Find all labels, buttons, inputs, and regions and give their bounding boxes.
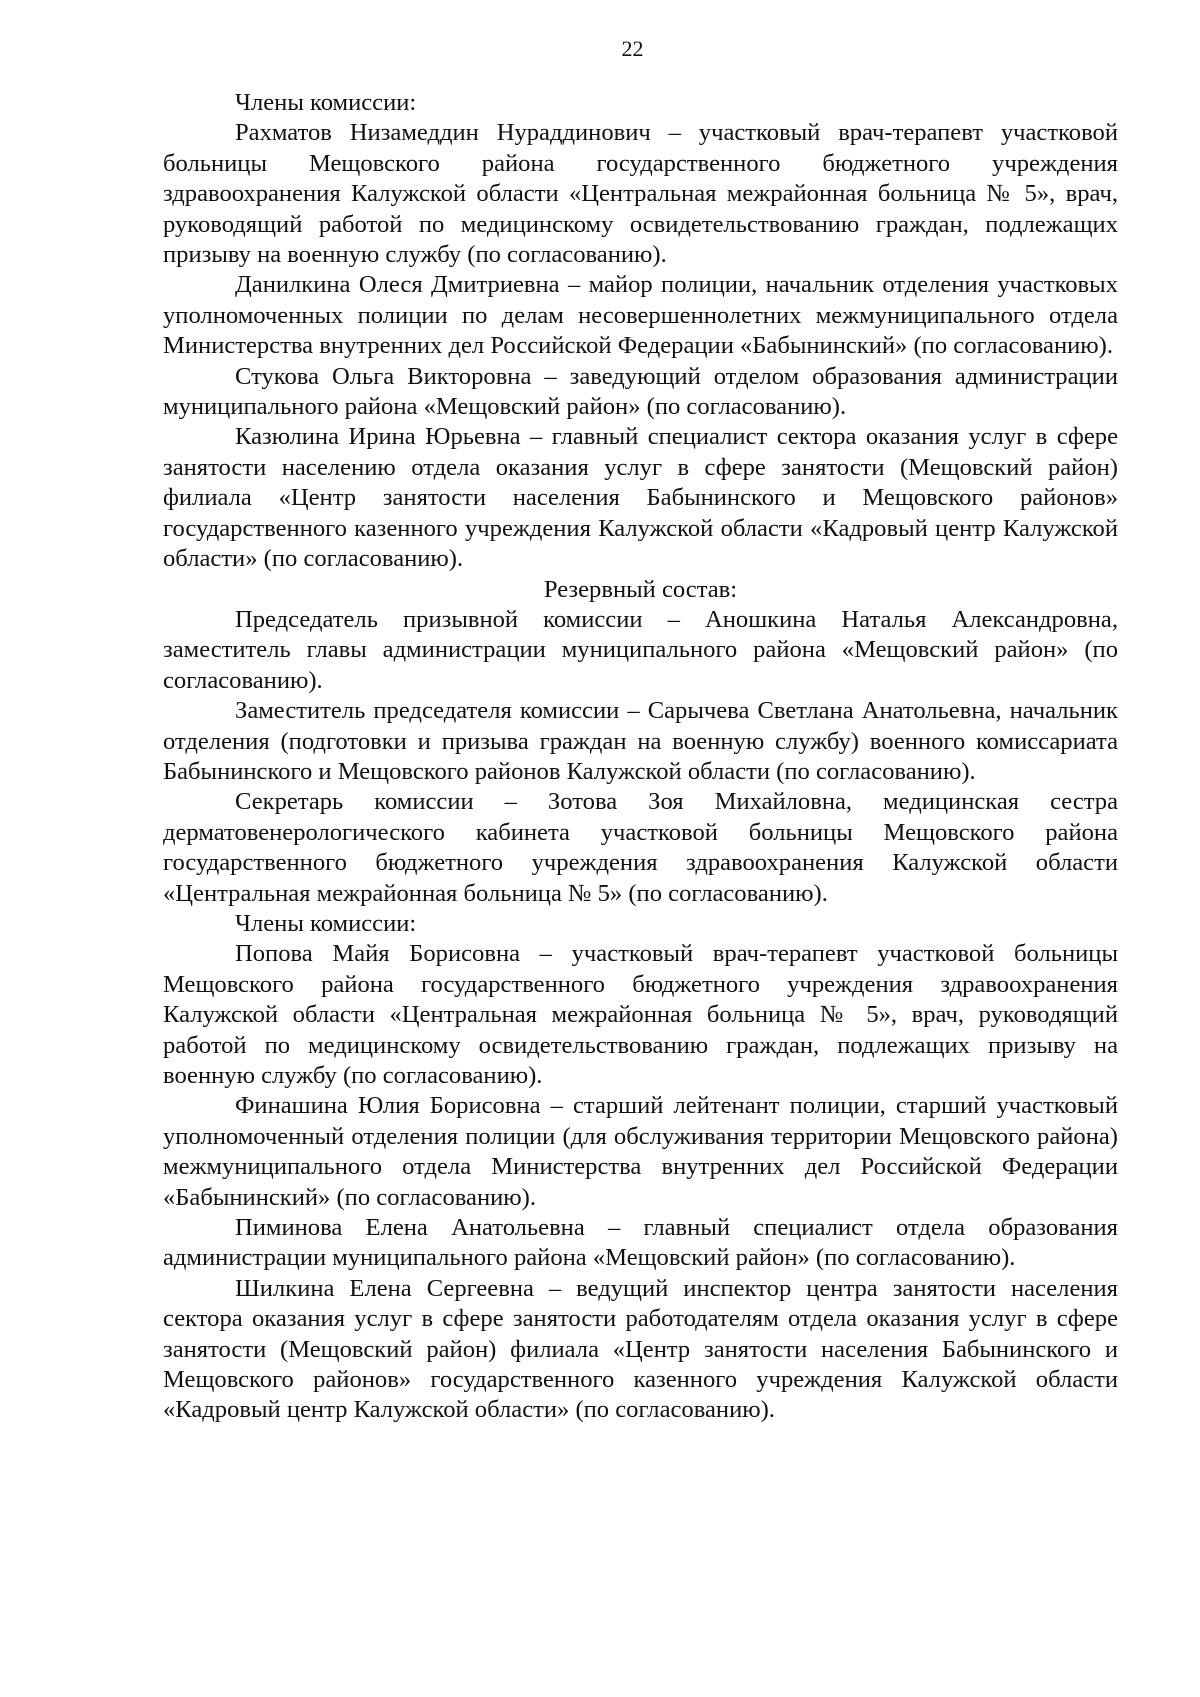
reserve-chairman: Председатель призывной комиссии – Аношкина Наталья Александровна, заместитель главы администрации муниципального района «Мещовский район» (по согласованию). — [163, 605, 1118, 694]
member-danilkina: Данилкина Олеся Дмитриевна – майор полиции, начальник отделения участковых уполномоченных полиции по делам несовершеннолетних межмуниципального отдела Министерства внутренних дел Российской Федерации «Бабынинский» (по согласованию). — [163, 271, 1118, 360]
reserve-member-shilkina: Шилкина Елена Сергеевна – ведущий инспектор центра занятости населения сектора оказания услуг в сфере занятости работодателям отдела оказания услуг в сфере занятости (Мещовский район) филиала «Центр занятости населения Бабынинского и Мещовского районов» государственного казенного учреждения Калужской области «Кадровый центр Калужской области» (по согласованию). — [163, 1274, 1118, 1424]
members-label: Члены комиссии: — [235, 89, 417, 116]
reserve-member-popova: Попова Майя Борисовна – участковый врач-терапевт участковой больницы Мещовского района государственного бюджетного учреждения здравоохранения Калужской области «Центральная межрайонная больница № 5», врач, руководящий работой по медицинскому освидетельствованию граждан, подлежащих призыву на военную службу (по согласованию). — [163, 940, 1118, 1089]
document-body — [163, 88, 1118, 1426]
member-kazyulina: Казюлина Ирина Юрьевна – главный специалист сектора оказания услуг в сфере занятости населению отдела оказания услуг в сфере занятости (Мещовский район) филиала «Центр занятости населения Бабынинского и Мещовского районов» государственного казенного учреждения Калужской области «Кадровый центр Калужской области» (по согласованию). — [163, 423, 1118, 573]
member-rakhmatov: Рахматов Низамеддин Нураддинович – участковый врач-терапевт участковой больницы Мещовского района государственного бюджетного учреждения здравоохранения Калужской области «Центральная межрайонная больница № 5», врач, руководящий работой по медицинскому освидетельствованию граждан, подлежащих призыву на военную службу (по согласованию). — [163, 119, 1118, 269]
member-stukova: Стукова Ольга Викторовна – заведующий отделом образования администрации муниципального района «Мещовский район» (по согласованию). — [163, 362, 1118, 421]
reserve-deputy-chairman: Заместитель председателя комиссии – Сарычева Светлана Анатольевна, начальник отделения (подготовки и призыва граждан на военную службу) военного комиссариата Бабынинского и Мещовского районов Калужской области (по согласованию). — [163, 697, 1118, 785]
reserve-member-piminova: Пиминова Елена Анатольевна – главный специалист отдела образования администрации муниципального района «Мещовский район» (по согласованию). — [163, 1214, 1118, 1272]
reserve-heading: Резервный состав: — [543, 575, 738, 603]
reserve-secretary: Секретарь комиссии – Зотова Зоя Михайловна, медицинская сестра дерматовенерологического кабинета участковой больницы Мещовского района государственного бюджетного учреждения здравоохранения Калужской области «Центральная межрайонная больница № 5» (по согласованию). — [163, 788, 1118, 907]
reserve-members-label: Члены комиссии: — [235, 909, 417, 937]
page-number: 22 — [621, 36, 644, 61]
reserve-member-finashina: Финашина Юлия Борисовна – старший лейтенант полиции, старший участковый уполномоченный отделения полиции (для обслуживания территории Мещовского района) межмуниципального отдела Министерства внутренних дел Российской Федерации «Бабынинский» (по согласованию). — [163, 1092, 1118, 1211]
